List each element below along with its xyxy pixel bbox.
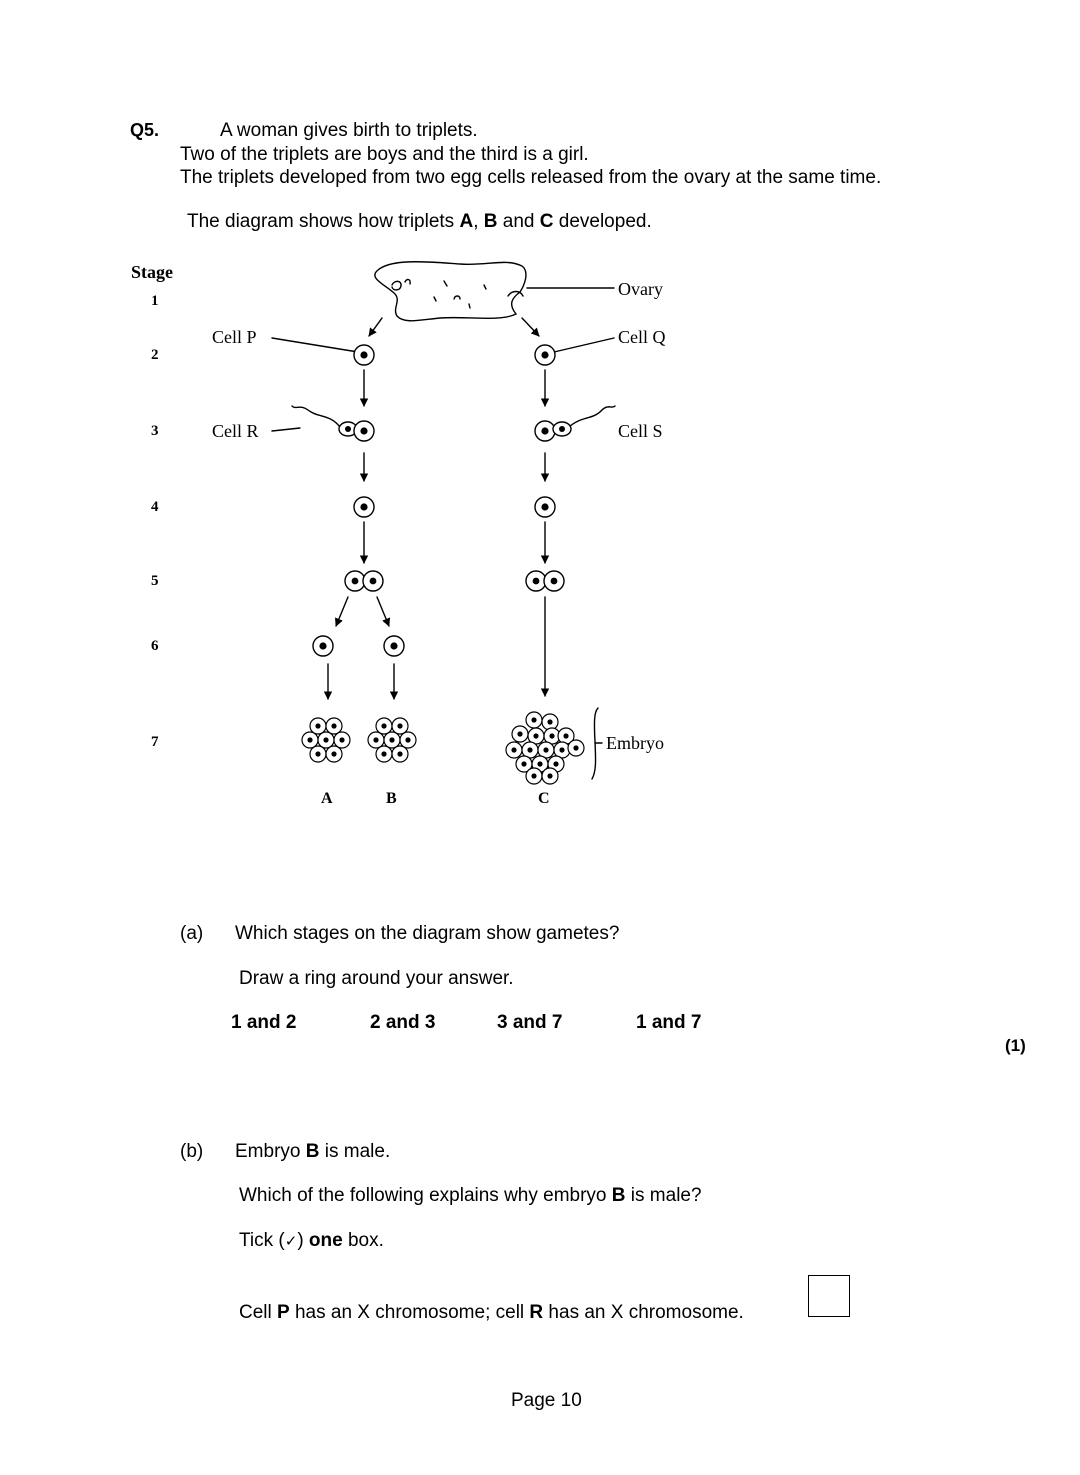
embryo-cell-nucleus bbox=[517, 731, 522, 736]
cell-p-egg bbox=[354, 345, 374, 365]
embryo-c-cluster bbox=[506, 712, 584, 784]
fertilisation-left bbox=[339, 421, 374, 441]
part-b-option-1: Cell P has an X chromosome; cell R has an X chromosome. bbox=[239, 1302, 744, 1323]
zygote-left bbox=[354, 497, 374, 517]
embryo-cell-nucleus bbox=[331, 751, 336, 756]
part-b-instruction: Tick (✓) one box. bbox=[239, 1230, 384, 1251]
embryo-cell-nucleus bbox=[315, 751, 320, 756]
embryo-cell-nucleus bbox=[573, 745, 578, 750]
embryo-cell-nucleus bbox=[511, 747, 516, 752]
ovary-shape bbox=[375, 262, 526, 321]
stage-1: 1 bbox=[151, 293, 159, 309]
option-2-and-3[interactable]: 2 and 3 bbox=[370, 1012, 436, 1033]
label-cell-p: Cell P bbox=[212, 327, 257, 347]
embryo-cell-nucleus bbox=[549, 733, 554, 738]
fertilisation-right bbox=[535, 421, 571, 441]
label-embryo: Embryo bbox=[606, 733, 664, 753]
stage-6: 6 bbox=[151, 638, 159, 654]
embryo-cell-nucleus bbox=[543, 747, 548, 752]
stage-4: 4 bbox=[151, 499, 159, 515]
intro-line-3: The triplets developed from two egg cells released from the ovary at the same time. bbox=[180, 167, 882, 188]
two-cell-left bbox=[345, 571, 383, 591]
intro-line-2: Two of the triplets are boys and the third is a girl. bbox=[180, 144, 589, 165]
embryo-cell-nucleus bbox=[533, 733, 538, 738]
diagram-caption: The diagram shows how triplets A, B and C developed. bbox=[187, 211, 652, 232]
question-number: Q5. bbox=[130, 120, 160, 140]
embryo-cell-nucleus bbox=[381, 723, 386, 728]
embryo-cell-nucleus bbox=[553, 761, 558, 766]
part-b-question: Which of the following explains why embryo B is male? bbox=[239, 1185, 702, 1206]
embryo-cell-nucleus bbox=[397, 751, 402, 756]
label-triplet-b: B bbox=[386, 790, 397, 807]
embryo-cell-nucleus bbox=[531, 773, 536, 778]
embryo-cell-nucleus bbox=[405, 737, 410, 742]
label-ovary: Ovary bbox=[618, 279, 663, 299]
part-a-question: Which stages on the diagram show gametes? bbox=[235, 923, 620, 944]
stage-header: Stage bbox=[131, 262, 173, 282]
separated-cell-a bbox=[313, 636, 333, 656]
embryo-b-cluster bbox=[368, 718, 416, 762]
embryo-cell-nucleus bbox=[373, 737, 378, 742]
cell-q-egg bbox=[535, 345, 555, 365]
stage-2: 2 bbox=[151, 347, 159, 363]
part-a-instruction: Draw a ring around your answer. bbox=[239, 968, 514, 989]
embryo-cell-nucleus bbox=[389, 737, 394, 742]
embryo-cell-nucleus bbox=[315, 723, 320, 728]
intro-line-1: A woman gives birth to triplets. bbox=[220, 120, 478, 141]
label-triplet-a: A bbox=[321, 790, 333, 807]
stage-7: 7 bbox=[151, 734, 159, 750]
embryo-cell-nucleus bbox=[547, 719, 552, 724]
tick-box-option-1[interactable] bbox=[808, 1275, 850, 1317]
marks-label: (1) bbox=[1005, 1036, 1026, 1055]
embryo-cell-nucleus bbox=[559, 747, 564, 752]
embryo-cell-nucleus bbox=[531, 717, 536, 722]
separated-cell-b bbox=[384, 636, 404, 656]
sperm-s-tail bbox=[569, 406, 615, 427]
label-cell-r: Cell R bbox=[212, 421, 259, 441]
zygote-right bbox=[535, 497, 555, 517]
option-1-and-7[interactable]: 1 and 7 bbox=[636, 1012, 702, 1033]
embryo-cell-nucleus bbox=[323, 737, 328, 742]
label-cell-q: Cell Q bbox=[618, 327, 666, 347]
part-b-letter: (b) bbox=[180, 1141, 204, 1162]
stage-5: 5 bbox=[151, 573, 159, 589]
sperm-r-tail bbox=[292, 406, 340, 427]
option-1-and-2[interactable]: 1 and 2 bbox=[231, 1012, 297, 1033]
label-cell-s: Cell S bbox=[618, 421, 663, 441]
embryo-cell-nucleus bbox=[397, 723, 402, 728]
embryo-cell-nucleus bbox=[521, 761, 526, 766]
embryo-cell-nucleus bbox=[381, 751, 386, 756]
embryo-cell-nucleus bbox=[563, 733, 568, 738]
tick-icon: ✓ bbox=[284, 1232, 298, 1250]
embryo-cell-nucleus bbox=[537, 761, 542, 766]
embryo-cell-nucleus bbox=[547, 773, 552, 778]
two-cell-right bbox=[526, 571, 564, 591]
stage-3: 3 bbox=[151, 423, 159, 439]
part-b-statement: Embryo B is male. bbox=[235, 1141, 391, 1162]
label-triplet-c: C bbox=[538, 790, 550, 807]
embryo-cell-nucleus bbox=[339, 737, 344, 742]
embryo-a-cluster bbox=[302, 718, 350, 762]
part-a-letter: (a) bbox=[180, 923, 204, 944]
embryo-cell-nucleus bbox=[331, 723, 336, 728]
page-number: Page 10 bbox=[511, 1390, 582, 1411]
option-3-and-7[interactable]: 3 and 7 bbox=[497, 1012, 563, 1033]
embryo-cell-nucleus bbox=[307, 737, 312, 742]
embryo-cell-nucleus bbox=[527, 747, 532, 752]
